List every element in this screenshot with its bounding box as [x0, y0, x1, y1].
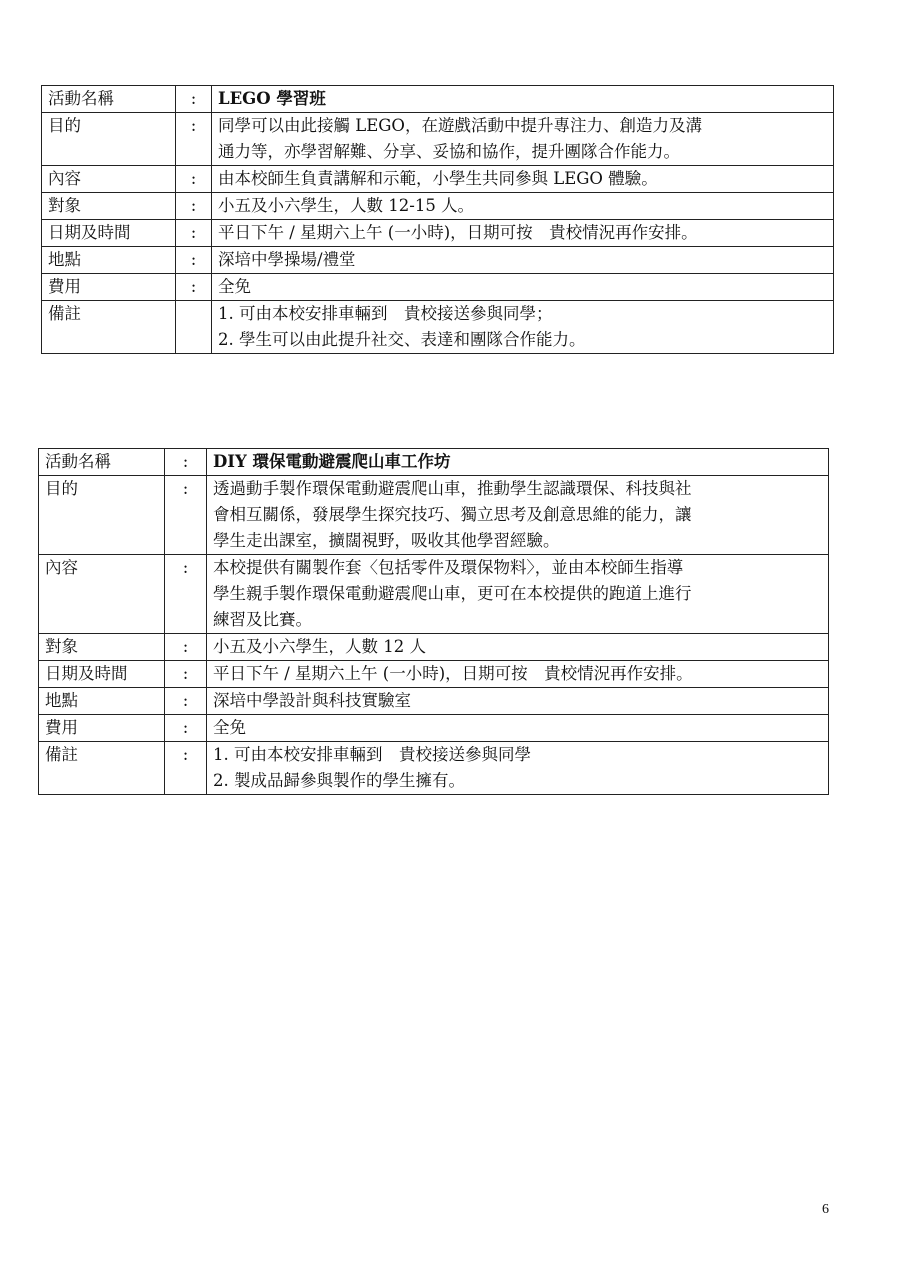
row-activity-name: [42, 86, 834, 113]
row-value: [207, 634, 829, 661]
row-label: 費用: [39, 715, 165, 742]
row-separator: :: [176, 274, 212, 301]
row-fee: [39, 715, 829, 742]
value-line: 練習及比賽。: [213, 610, 312, 629]
row-label: 內容: [39, 555, 165, 634]
row-target: [39, 634, 829, 661]
value-line: 1. 可由本校安排車輛到 貴校接送參與同學: [213, 745, 531, 764]
row-label: 目的: [42, 113, 176, 166]
row-label: 對象: [39, 634, 165, 661]
value-line: 深培中學設計與科技實驗室: [213, 691, 411, 710]
row-date-time: [42, 220, 834, 247]
row-date-time: [39, 661, 829, 688]
row-fee: [42, 274, 834, 301]
row-value: [212, 166, 834, 193]
row-value: [212, 274, 834, 301]
row-value: [212, 86, 834, 113]
value-line: 全免: [218, 277, 251, 296]
row-value: [207, 688, 829, 715]
row-label: 備註: [42, 301, 176, 354]
value-line: 2. 製成品歸參與製作的學生擁有。: [213, 771, 465, 790]
activity-table-diy-car: [38, 448, 829, 795]
row-target: [42, 193, 834, 220]
row-value: [207, 715, 829, 742]
activity-title: DIY 環保電動避震爬山車工作坊: [213, 452, 451, 471]
row-label: 目的: [39, 476, 165, 555]
row-separator: :: [165, 555, 207, 634]
row-separator: :: [176, 166, 212, 193]
row-label: 備註: [39, 742, 165, 795]
row-purpose: [42, 113, 834, 166]
row-separator: :: [176, 247, 212, 274]
row-content: [42, 166, 834, 193]
row-label: 內容: [42, 166, 176, 193]
activity-title: LEGO 學習班: [218, 89, 326, 108]
value-line: 平日下午 / 星期六上午 (一小時)，日期可按 貴校情況再作安排。: [213, 664, 693, 683]
row-purpose: [39, 476, 829, 555]
value-line: 由本校師生負責講解和示範，小學生共同參與 LEGO 體驗。: [218, 169, 658, 188]
row-label: 日期及時間: [39, 661, 165, 688]
value-line: 1. 可由本校安排車輛到 貴校接送參與同學；: [218, 304, 553, 323]
row-separator: :: [165, 634, 207, 661]
value-line: 小五及小六學生，人數 12-15 人。: [218, 196, 475, 215]
row-remarks: [39, 742, 829, 795]
row-label: 地點: [39, 688, 165, 715]
row-content: [39, 555, 829, 634]
row-value: [212, 220, 834, 247]
row-activity-name: [39, 449, 829, 476]
value-line: 會相互關係，發展學生探究技巧、獨立思考及創意思維的能力，讓: [213, 505, 692, 524]
row-separator: :: [165, 449, 207, 476]
value-line: 本校提供有關製作套〈包括零件及環保物料〉，並由本校師生指導: [213, 558, 684, 577]
value-line: 全免: [213, 718, 246, 737]
value-line: 學生走出課室，擴闊視野，吸收其他學習經驗。: [213, 531, 560, 550]
row-label: 日期及時間: [42, 220, 176, 247]
row-label: 地點: [42, 247, 176, 274]
value-line: 小五及小六學生，人數 12 人: [213, 637, 426, 656]
value-line: 學生親手製作環保電動避震爬山車，更可在本校提供的跑道上進行: [213, 584, 692, 603]
row-separator: :: [176, 193, 212, 220]
value-line: 平日下午 / 星期六上午 (一小時)，日期可按 貴校情況再作安排。: [218, 223, 698, 242]
row-label: 費用: [42, 274, 176, 301]
row-value: [212, 301, 834, 354]
row-separator: :: [176, 86, 212, 113]
row-value: [207, 742, 829, 795]
row-label: 活動名稱: [42, 86, 176, 113]
value-line: 通力等，亦學習解難、分享、妥協和協作，提升團隊合作能力。: [218, 142, 680, 161]
row-remarks: [42, 301, 834, 354]
activity-table-lego: [41, 85, 834, 354]
row-separator: :: [165, 715, 207, 742]
row-label: 對象: [42, 193, 176, 220]
value-line: 深培中學操場/禮堂: [218, 250, 356, 269]
value-line: 同學可以由此接觸 LEGO，在遊戲活動中提升專注力、創造力及溝: [218, 116, 702, 135]
row-value: [212, 247, 834, 274]
row-value: [212, 113, 834, 166]
row-venue: [42, 247, 834, 274]
row-value: [207, 555, 829, 634]
row-value: [207, 661, 829, 688]
row-value: [207, 476, 829, 555]
value-line: 透過動手製作環保電動避震爬山車，推動學生認識環保、科技與社: [213, 479, 692, 498]
row-separator: :: [165, 742, 207, 795]
row-separator: :: [165, 476, 207, 555]
row-venue: [39, 688, 829, 715]
row-separator: :: [176, 113, 212, 166]
page-number: 6: [822, 1202, 829, 1217]
row-label: 活動名稱: [39, 449, 165, 476]
row-separator: :: [165, 688, 207, 715]
row-value: [207, 449, 829, 476]
row-separator: [176, 301, 212, 354]
row-separator: :: [176, 220, 212, 247]
value-line: 2. 學生可以由此提升社交、表達和團隊合作能力。: [218, 330, 586, 349]
row-separator: :: [165, 661, 207, 688]
row-value: [212, 193, 834, 220]
